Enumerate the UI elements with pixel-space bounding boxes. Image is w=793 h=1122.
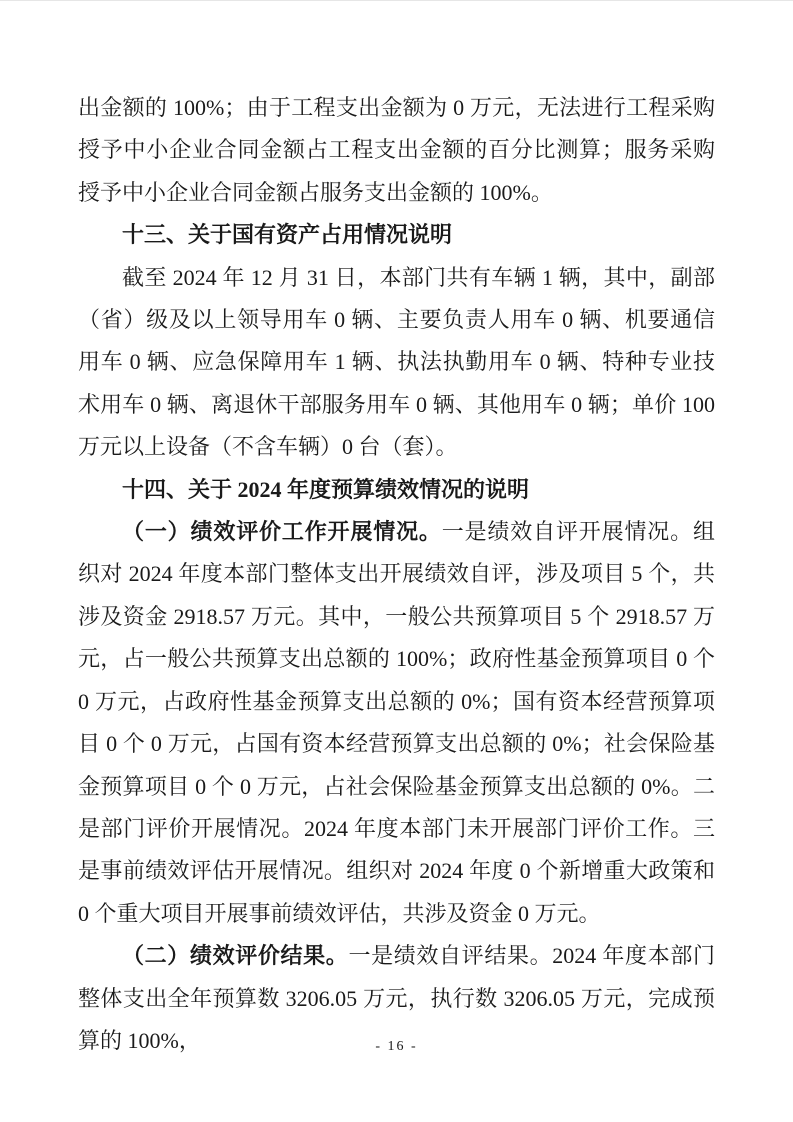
paragraph-2-body-text: 一是绩效自评结果。2024 年度本部门整体支出全年预算数 3206.05 万元，执行数 3206.05 万元，完成预算的 100%， <box>78 943 715 1053</box>
page-content <box>78 87 715 1062</box>
continuation-paragraph: 出金额的 100%；由于工程支出金额为 0 万元，无法进行工程采购授予中小企业合同金额占工程支出金额的百分比测算；服务采购授予中小企业合同金额占服务支出金额的 100%。 <box>78 95 715 205</box>
page-number: - 16 - <box>375 1039 418 1054</box>
section-13-paragraph: 截至 2024 年 12 月 31 日，本部门共有车辆 1 辆，其中，副部（省）级及以上领导用车 0 辆、主要负责人用车 0 辆、机要通信用车 0 辆、应急保障用车 1 辆、执法执勤用车 0 辆、特种专业技术用车 0 辆、离退休干部服务用车 0 辆、其他用车 0 辆；单价 100 万元以上设备（不含车辆）0 台（套）。 <box>78 264 715 460</box>
section-14-heading: 十四、关于 2024 年度预算绩效情况的说明 <box>122 476 530 502</box>
paragraph-2-bold-lead: （二）绩效评价结果。 <box>122 943 349 969</box>
section-13-heading: 十三、关于国有资产占用情况说明 <box>122 222 453 248</box>
paragraph-1-body-text: 一是绩效自评开展情况。组织对 2024 年度本部门整体支出开展绩效自评，涉及项目 5 个，共涉及资金 2918.57 万元。其中，一般公共预算项目 5 个 2918.57 万元，占一般公共预算支出总额的 100%；政府性基金预算项目 0 个 0 万元，占政府性基金预算支出总额的 0%；国有资本经营预算项目 0 个 0 万元，占国有资本经营预算支出总额的 0%；社会保险基金预算项目 0 个 0 万元，占社会保险基金预算支出总额的 0%。二是部门评价开展情况。2024 年度本部门未开展部门评价工作。三是事前绩效评估开展情况。组织对 2024 年度 0 个新增重大政策和 0 个重大项目开展事前绩效评估，共涉及资金 0 万元。 <box>78 519 715 926</box>
paragraph-1-bold-lead: （一）绩效评价工作开展情况。 <box>122 519 442 545</box>
section-14-paragraph-1 <box>78 511 715 935</box>
